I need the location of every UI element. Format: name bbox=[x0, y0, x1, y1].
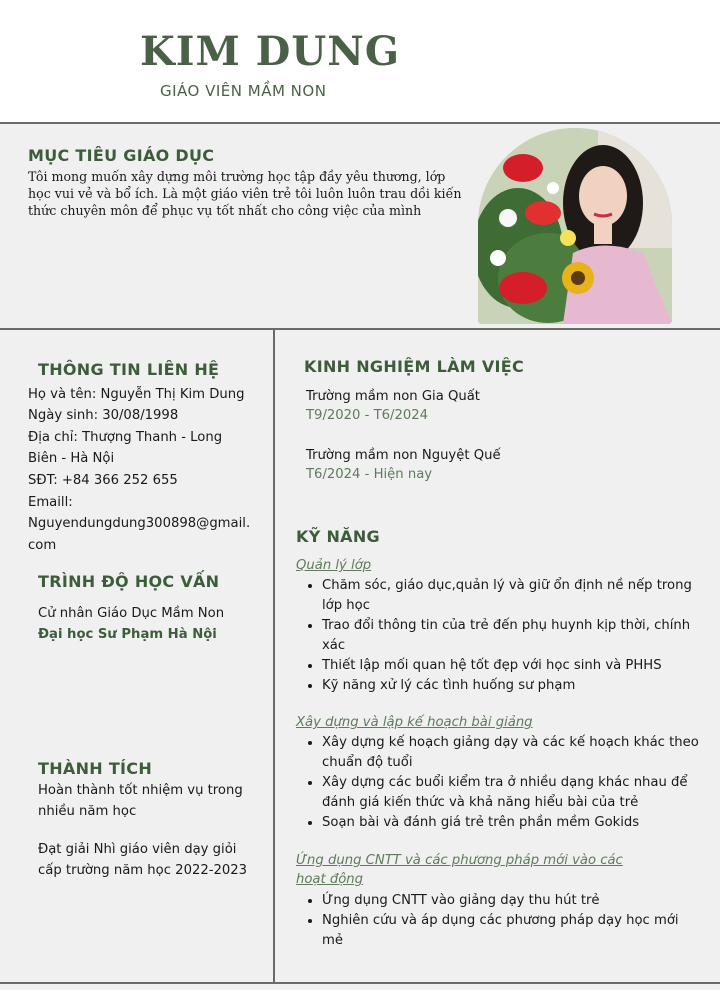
skill-item: • Nghiên cứu và áp dụng các phương pháp dạy học mới mẻ bbox=[322, 911, 702, 951]
contact-email-label: Emaill: bbox=[28, 495, 73, 510]
contact-fullname: Họ và tên: Nguyễn Thị Kim Dung bbox=[28, 387, 245, 402]
job-period: T6/2024 - Hiện nay bbox=[306, 467, 433, 482]
skill-item: • Soạn bài và đánh giá trẻ trên phần mềm Gokids bbox=[322, 813, 702, 833]
contact-address-line2: Biên - Hà Nội bbox=[28, 451, 115, 466]
education-degree: Cử nhân Giáo Dục Mầm Non bbox=[38, 606, 225, 621]
skill-group-heading: Quản lý lớp bbox=[296, 558, 372, 573]
skill-group-heading: Ứng dụng CNTT và các phương pháp mới vào các hoạt động bbox=[296, 853, 623, 887]
skill-item: • Ứng dụng CNTT vào giảng dạy thu hút trẻ bbox=[322, 891, 702, 911]
skill-item: • Xây dựng các buổi kiểm tra ở nhiều dạng khác nhau để đánh giá kiến thức và khả năng hiểu bài của trẻ bbox=[322, 773, 702, 813]
education-title: TRÌNH ĐỘ HỌC VẤN bbox=[38, 572, 220, 591]
skills-title: KỸ NĂNG bbox=[296, 527, 380, 546]
candidate-role: GIÁO VIÊN MẦM NON bbox=[160, 82, 327, 100]
left-column bbox=[0, 330, 273, 982]
skill-item: • Trao đổi thông tin của trẻ đến phụ huynh kịp thời, chính xác bbox=[322, 616, 702, 656]
job-period: T9/2020 - T6/2024 bbox=[306, 408, 429, 423]
contact-phone: SĐT: +84 366 252 655 bbox=[28, 473, 178, 488]
profile-photo bbox=[478, 128, 672, 324]
education-school: Đại học Sư Phạm Hà Nội bbox=[38, 627, 217, 642]
skill-group-heading: Xây dựng và lập kế hoạch bài giảng bbox=[296, 715, 533, 730]
column-divider bbox=[273, 330, 275, 982]
right-column bbox=[276, 330, 720, 982]
achievements-title: THÀNH TÍCH bbox=[38, 759, 153, 778]
resume-body bbox=[0, 330, 720, 990]
objective-title: MỤC TIÊU GIÁO DỤC bbox=[28, 146, 215, 165]
job-place: Trường mầm non Gia Quất bbox=[306, 389, 480, 404]
candidate-name: KIM DUNG bbox=[140, 28, 400, 75]
achievement-2-line2: cấp trường năm học 2022-2023 bbox=[38, 863, 248, 878]
achievement-1-line2: nhiều năm học bbox=[38, 804, 137, 819]
contact-email-line2: com bbox=[28, 538, 57, 553]
resume-header bbox=[0, 0, 720, 122]
skill-item: • Kỹ năng xử lý các tình huống sư phạm bbox=[322, 676, 702, 696]
skill-item: • Thiết lập mối quan hệ tốt đẹp với học sinh và PHHS bbox=[322, 656, 702, 676]
skill-group-list bbox=[298, 891, 702, 951]
experience-title: KINH NGHIỆM LÀM VIỆC bbox=[304, 357, 525, 376]
contact-email-line1: Nguyendungdung300898@gmail. bbox=[28, 516, 251, 531]
skill-group-list bbox=[298, 733, 702, 833]
achievement-2-line1: Đạt giải Nhì giáo viên dạy giỏi bbox=[38, 842, 237, 857]
job-place: Trường mầm non Nguyệt Quế bbox=[306, 448, 501, 463]
achievement-1-line1: Hoàn thành tốt nhiệm vụ trong bbox=[38, 783, 243, 798]
portrait-illustration bbox=[478, 128, 672, 324]
skill-item: • Chăm sóc, giáo dục,quản lý và giữ ổn định nề nếp trong lớp học bbox=[322, 576, 702, 616]
divider-bottom bbox=[0, 982, 720, 984]
contact-address-line1: Địa chỉ: Thượng Thanh - Long bbox=[28, 430, 223, 445]
skill-group-list bbox=[298, 576, 702, 696]
contact-dob: Ngày sinh: 30/08/1998 bbox=[28, 408, 179, 423]
skill-item: • Xây dựng kế hoạch giảng dạy và các kế hoạch khác theo chuẩn độ tuổi bbox=[322, 733, 702, 773]
contact-title: THÔNG TIN LIÊN HỆ bbox=[38, 360, 220, 379]
objective-text: Tôi mong muốn xây dựng môi trường học tập đầy yêu thương, lớp học vui vẻ và bổ ích. Là một giáo viên trẻ tôi luôn luôn trau dồi kiến thức chuyên môn để phục vụ tốt nhất cho công việc của mình bbox=[28, 169, 462, 218]
